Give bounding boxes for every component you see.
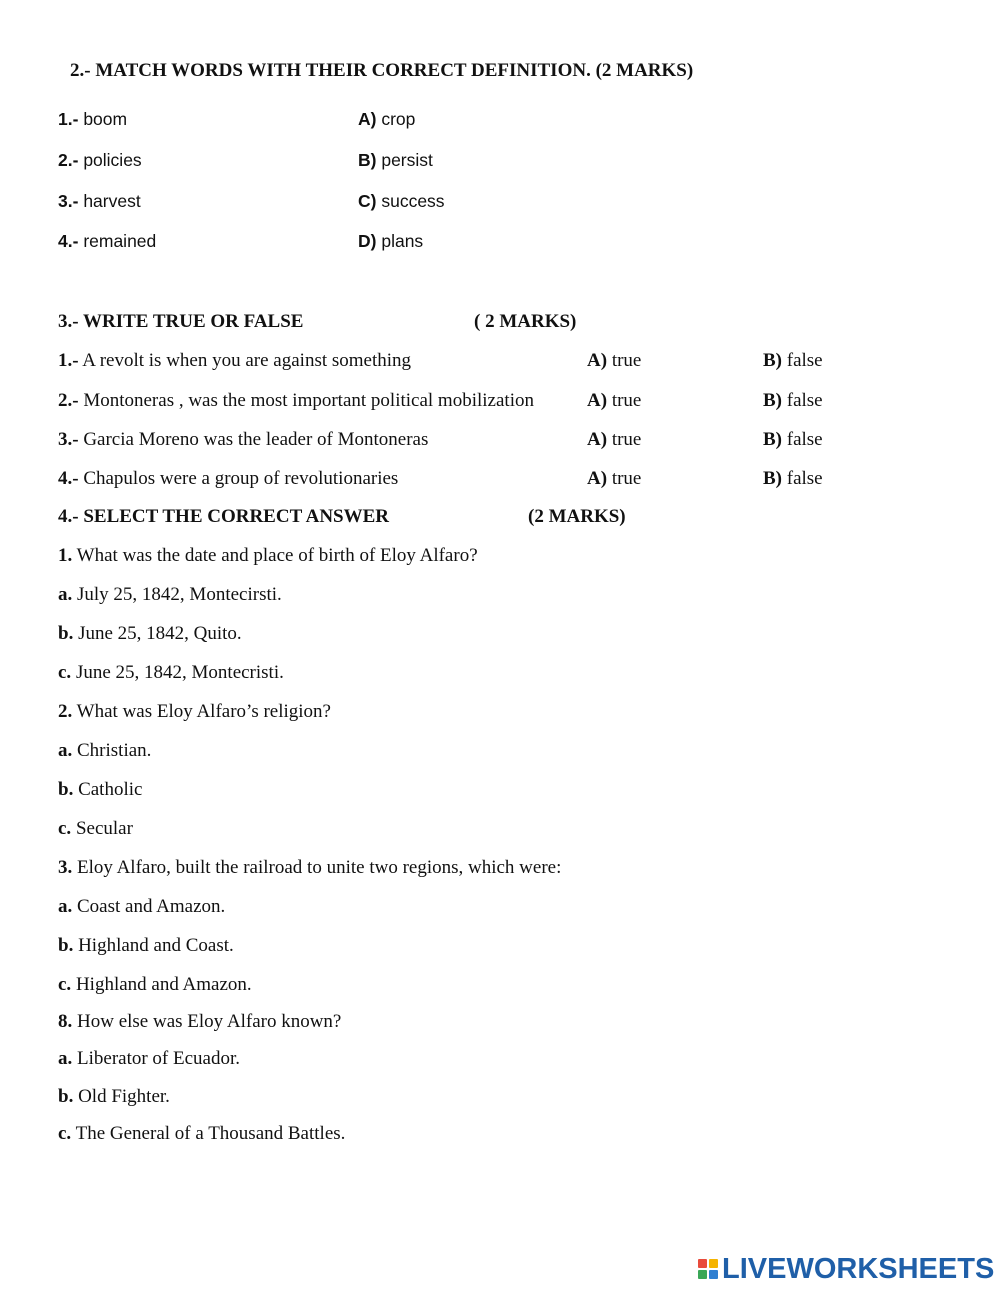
match-definition-d: D) plans: [358, 231, 424, 251]
question-1-option-c[interactable]: c. June 25, 1842, Montecristi.: [58, 662, 284, 683]
logo-text: LIVEWORKSHEETS: [722, 1252, 995, 1285]
logo-squares-icon: [698, 1259, 718, 1279]
question-1-option-a[interactable]: a. July 25, 1842, Montecirsti.: [58, 584, 282, 605]
tf-statement-1: 1.- A revolt is when you are against something: [58, 350, 412, 371]
question-2-option-a[interactable]: a. Christian.: [58, 740, 152, 761]
question-8-option-a[interactable]: a. Liberator of Ecuador.: [58, 1048, 241, 1069]
match-word-1: 1.- boom: [58, 109, 128, 129]
question-3-option-c[interactable]: c. Highland and Amazon.: [58, 974, 252, 995]
question-8: 8. How else was Eloy Alfaro known?: [58, 1011, 342, 1032]
tf-statement-3: 3.- Garcia Moreno was the leader of Montoneras: [58, 429, 429, 450]
match-definition-c: C) success: [358, 191, 445, 211]
question-1: 1. What was the date and place of birth of Eloy Alfaro?: [58, 545, 478, 566]
tf-option-true-2[interactable]: A) true: [587, 390, 642, 411]
section3-title: 3.- WRITE TRUE OR FALSE: [58, 311, 304, 332]
section2-title: 2.- MATCH WORDS WITH THEIR CORRECT DEFINITION. (2 MARKS): [70, 60, 694, 81]
question-2: 2. What was Eloy Alfaro’s religion?: [58, 701, 331, 722]
tf-statement-4: 4.- Chapulos were a group of revolutionaries: [58, 468, 399, 489]
tf-option-false-3[interactable]: B) false: [763, 429, 823, 450]
match-word-4: 4.- remained: [58, 231, 157, 251]
tf-option-true-3[interactable]: A) true: [587, 429, 642, 450]
tf-option-true-1[interactable]: A) true: [587, 350, 642, 371]
section4-marks: (2 MARKS): [528, 506, 626, 527]
question-8-option-b[interactable]: b. Old Fighter.: [58, 1086, 170, 1107]
question-3: 3. Eloy Alfaro, built the railroad to unite two regions, which were:: [58, 857, 562, 878]
section3-marks: ( 2 MARKS): [474, 311, 577, 332]
question-2-option-c[interactable]: c. Secular: [58, 818, 133, 839]
question-2-option-b[interactable]: b. Catholic: [58, 779, 143, 800]
question-3-option-a[interactable]: a. Coast and Amazon.: [58, 896, 226, 917]
match-definition-a: A) crop: [358, 109, 416, 129]
match-word-2: 2.- policies: [58, 150, 142, 170]
question-8-option-c[interactable]: c. The General of a Thousand Battles.: [58, 1123, 346, 1144]
match-definition-b: B) persist: [358, 150, 433, 170]
match-word-3: 3.- harvest: [58, 191, 141, 211]
tf-option-false-4[interactable]: B) false: [763, 468, 823, 489]
tf-option-false-2[interactable]: B) false: [763, 390, 823, 411]
liveworksheets-logo: [698, 1254, 994, 1284]
tf-statement-2: 2.- Montoneras , was the most important political mobilization: [58, 390, 534, 411]
section4-title: 4.- SELECT THE CORRECT ANSWER: [58, 506, 390, 527]
tf-option-true-4[interactable]: A) true: [587, 468, 642, 489]
tf-option-false-1[interactable]: B) false: [763, 350, 823, 371]
question-3-option-b[interactable]: b. Highland and Coast.: [58, 935, 234, 956]
question-1-option-b[interactable]: b. June 25, 1842, Quito.: [58, 623, 242, 644]
